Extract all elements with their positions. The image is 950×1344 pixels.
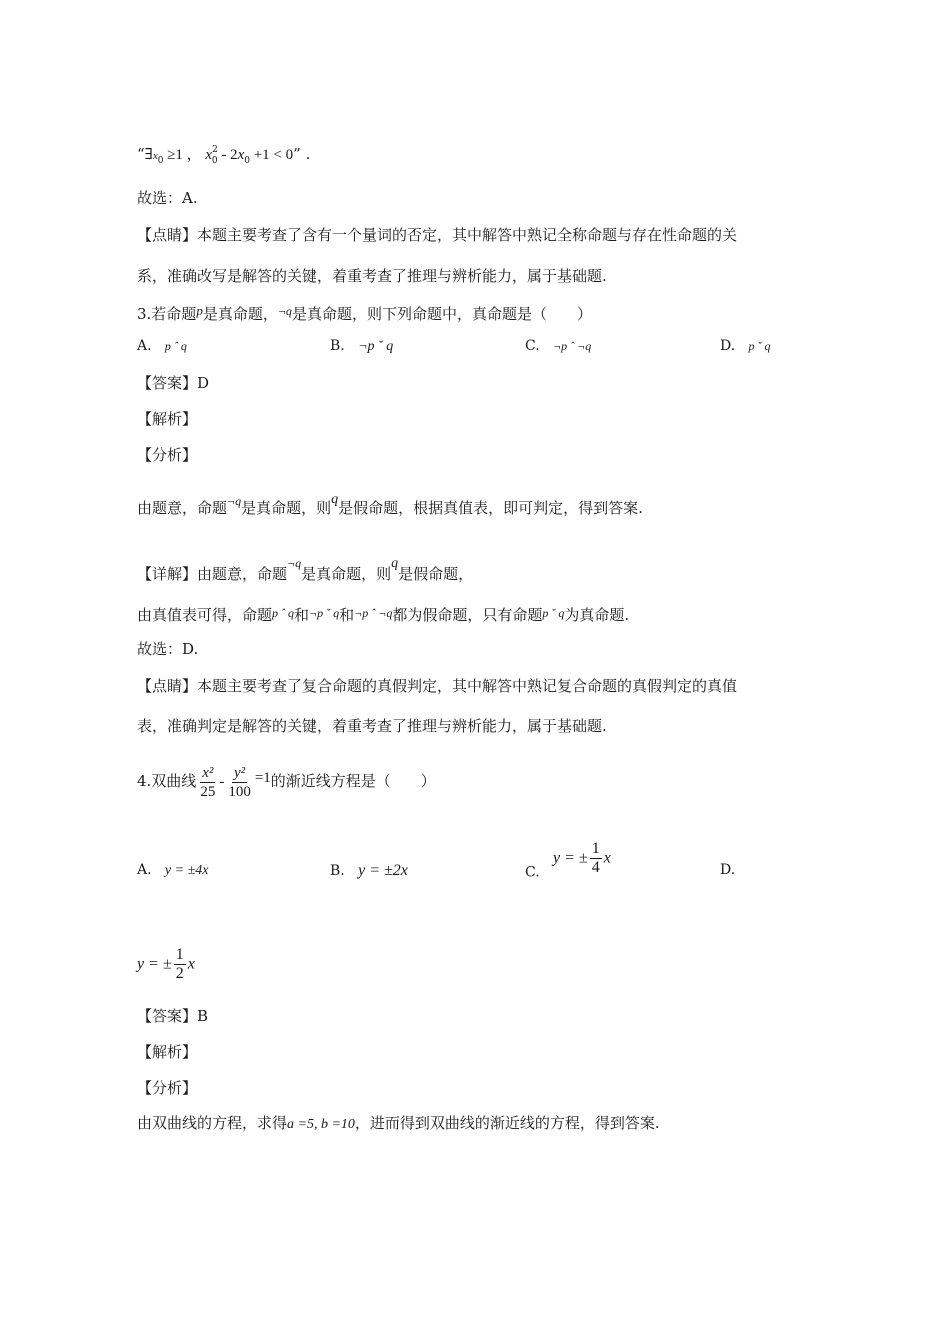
option-formula: y = ±4x bbox=[164, 863, 209, 878]
question-text: 是真命题， bbox=[202, 305, 278, 323]
text: 和 bbox=[294, 606, 310, 624]
denominator: 100 bbox=[228, 783, 251, 800]
question-text: 4.双曲线 bbox=[137, 772, 197, 790]
answer-heading: 【答案】D bbox=[137, 374, 210, 392]
var-q: q bbox=[331, 492, 339, 507]
text: ，进而得到双曲线的渐近线的方程，得到答案. bbox=[354, 1114, 660, 1132]
option-formula: p ˆ q bbox=[164, 339, 187, 353]
option-label: C. bbox=[525, 338, 540, 354]
option-a bbox=[137, 338, 187, 354]
option-formula: y = ± bbox=[553, 849, 588, 867]
numerator: 1 bbox=[591, 840, 600, 857]
text: 是假命题， bbox=[398, 565, 474, 583]
numerator: x² bbox=[202, 764, 214, 781]
option-d-formula bbox=[137, 946, 195, 983]
option-label: D. bbox=[720, 338, 736, 354]
option-label: B. bbox=[330, 863, 345, 879]
comment-paragraph-line: 【点睛】本题主要考查了复合命题的真假判定，其中解答中熟记复合命题的真假判定的真值 bbox=[137, 677, 738, 695]
option-formula: ¬p ˇ q bbox=[358, 339, 394, 354]
fraction-y2-over-100 bbox=[226, 764, 253, 801]
breakdown-heading: 【分析】 bbox=[137, 446, 198, 464]
option-formula: p ˇ q bbox=[748, 339, 771, 353]
analysis-heading: 【解析】 bbox=[137, 1043, 198, 1061]
comment-paragraph-line: 【点睛】本题主要考查了含有一个量词的否定，其中解答中熟记全称命题与存在性命题的关 bbox=[137, 226, 738, 244]
negation-formula-line bbox=[137, 140, 310, 171]
answer-choice-line: 故选：A. bbox=[137, 189, 198, 207]
option-label: B. bbox=[330, 338, 345, 354]
minus-sign: - bbox=[219, 774, 225, 790]
option-a bbox=[137, 862, 208, 879]
truth-table-text bbox=[137, 603, 629, 625]
text: 是真命题，则 bbox=[301, 565, 392, 583]
fraction-one-quarter bbox=[590, 840, 602, 877]
subscript: 0 bbox=[211, 156, 218, 166]
text: 由题意，命题 bbox=[137, 499, 228, 517]
breakdown-text bbox=[137, 1113, 660, 1135]
question-text: 的渐近线方程是（ ） bbox=[270, 772, 436, 790]
denominator: 25 bbox=[200, 783, 216, 800]
exists-symbol: ∃ bbox=[144, 147, 153, 163]
option-formula: ¬p ˆ ¬q bbox=[553, 339, 592, 353]
option-label: A. bbox=[137, 862, 152, 878]
fraction-x2-over-25 bbox=[198, 764, 217, 801]
var-p: p bbox=[196, 303, 203, 318]
close-quote: ” . bbox=[293, 145, 311, 163]
formula: p ˆ q bbox=[272, 606, 295, 620]
denominator: 4 bbox=[591, 859, 600, 876]
text: 为真命题. bbox=[564, 606, 630, 624]
text: 是假命题，根据真值表，即可判定，得到答案. bbox=[338, 499, 643, 517]
option-label: D. bbox=[720, 862, 736, 878]
formula: p ˇ q bbox=[542, 606, 565, 620]
text: 和 bbox=[339, 606, 355, 624]
var-x: x bbox=[152, 150, 158, 162]
question-3-stem bbox=[137, 301, 592, 324]
comment-paragraph-line: 表，准确判定是解答的关键，着重考查了推理与辨析能力，属于基础题. bbox=[137, 717, 607, 735]
open-quote: “ bbox=[137, 145, 145, 163]
comment-paragraph-line: 系，准确改写是解答的关键，着重考查了推理与辨析能力，属于基础题. bbox=[137, 267, 607, 285]
text: 是真命题，则 bbox=[241, 499, 332, 517]
fraction-one-half bbox=[174, 946, 186, 983]
formula: ¬p ˆ ¬q bbox=[354, 606, 393, 620]
text: 【详解】由题意，命题 bbox=[137, 565, 288, 583]
question-text: 是真命题，则下列命题中，真命题是（ ） bbox=[291, 305, 592, 323]
formula-tail: +1 < 0 bbox=[249, 147, 294, 163]
analysis-heading: 【解析】 bbox=[137, 410, 198, 428]
detail-text bbox=[137, 553, 473, 584]
answer-heading: 【答案】B bbox=[137, 1007, 209, 1025]
option-formula: x bbox=[603, 849, 611, 867]
option-formula: x bbox=[187, 955, 195, 973]
answer-choice-line: 故选：D. bbox=[137, 640, 199, 658]
text: 由双曲线的方程，求得 bbox=[137, 1114, 288, 1132]
text: 都为假命题，只有命题 bbox=[392, 606, 543, 624]
var-not-q: ¬q bbox=[227, 494, 242, 508]
option-formula: y = ±2x bbox=[358, 862, 408, 879]
breakdown-text bbox=[137, 490, 643, 518]
var-x: x bbox=[205, 147, 213, 163]
var-x: x bbox=[237, 147, 245, 163]
var-not-q: ¬q bbox=[277, 304, 292, 318]
option-c bbox=[525, 840, 611, 881]
text: 由真值表可得，命题 bbox=[137, 606, 273, 624]
numerator: y² bbox=[233, 764, 246, 781]
question-text: 3.若命题 bbox=[137, 305, 197, 323]
option-b bbox=[330, 338, 393, 355]
subscript: 0 bbox=[157, 156, 164, 166]
equals-one: =1 bbox=[254, 770, 271, 786]
formula: ¬p ˇ q bbox=[309, 606, 340, 620]
option-c bbox=[525, 338, 591, 354]
var-not-q: ¬q bbox=[287, 556, 302, 570]
option-label: A. bbox=[137, 338, 152, 354]
ge-one: ≥1 ， bbox=[163, 147, 206, 163]
superscript: 2 bbox=[212, 145, 218, 155]
option-d bbox=[720, 338, 771, 354]
numerator: 1 bbox=[175, 946, 184, 963]
question-4-stem bbox=[137, 758, 436, 802]
subscript: 0 bbox=[244, 156, 250, 166]
option-b bbox=[330, 862, 408, 880]
option-d bbox=[720, 862, 735, 878]
minus-two: - 2 bbox=[217, 147, 238, 163]
option-formula: y = ± bbox=[137, 955, 172, 973]
option-label: C. bbox=[525, 864, 540, 881]
denominator: 2 bbox=[175, 965, 184, 982]
breakdown-heading: 【分析】 bbox=[137, 1079, 198, 1097]
var-q: q bbox=[391, 556, 399, 571]
formula: a =5, b =10 bbox=[287, 1117, 355, 1132]
